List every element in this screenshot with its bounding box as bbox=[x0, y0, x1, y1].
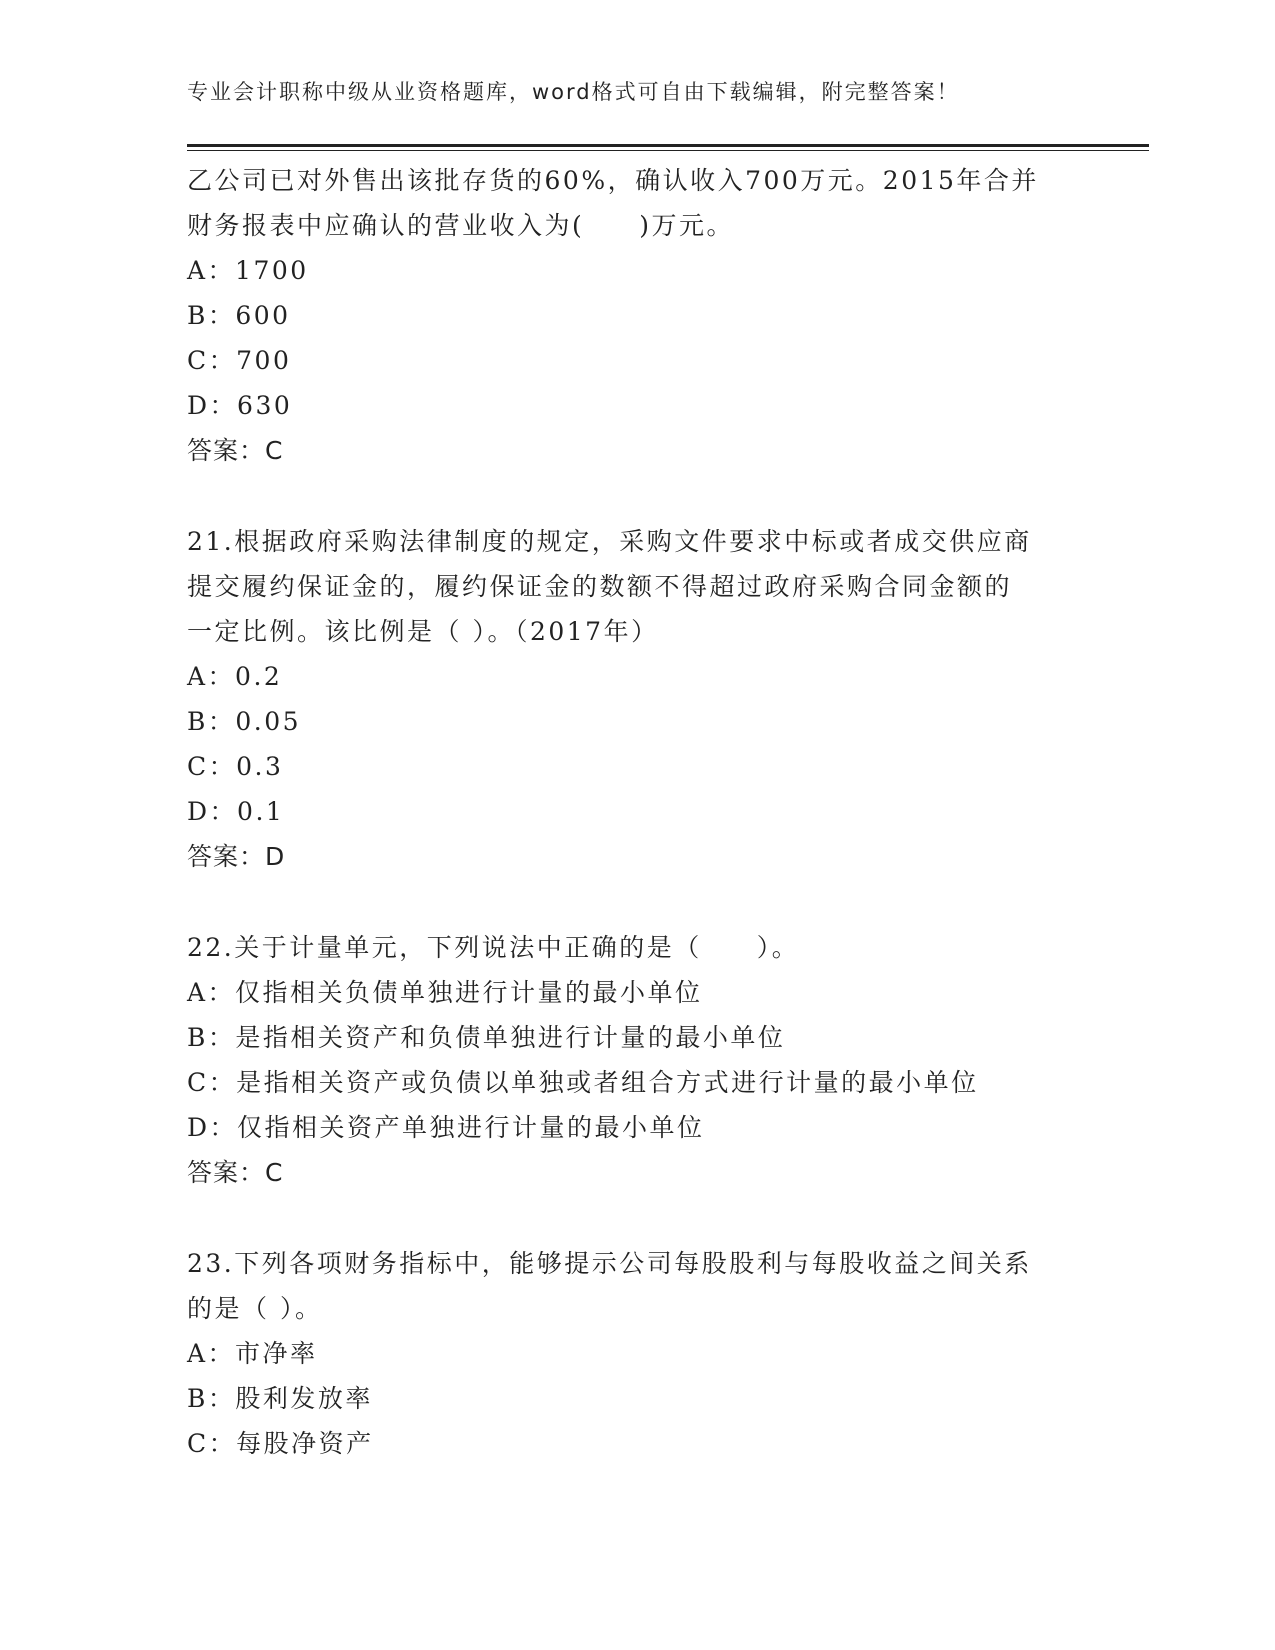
option-b: B：是指相关资产和负债单独进行计量的最小单位 bbox=[187, 1023, 786, 1052]
option-a: A：0.2 bbox=[187, 662, 283, 691]
question-23 bbox=[187, 1241, 1087, 1466]
option-b: B：股利发放率 bbox=[187, 1384, 373, 1413]
question-text-line: 一定比例。该比例是（ ）。（2017年） bbox=[187, 617, 659, 646]
question-text-line: 的是（ ）。 bbox=[187, 1294, 323, 1323]
option-d: D：630 bbox=[187, 391, 293, 420]
option-c: C：每股净资产 bbox=[187, 1429, 374, 1458]
header-divider-thin bbox=[187, 150, 1149, 151]
question-22 bbox=[187, 925, 1087, 1195]
answer-label: 答案：C bbox=[187, 1158, 284, 1187]
option-d: D：0.1 bbox=[187, 797, 285, 826]
option-b: B：0.05 bbox=[187, 707, 302, 736]
header-divider-thick bbox=[187, 144, 1149, 147]
question-text-line: 22.关于计量单元，下列说法中正确的是（ ）。 bbox=[187, 933, 800, 962]
option-c: C：是指相关资产或负债以单独或者组合方式进行计量的最小单位 bbox=[187, 1068, 979, 1097]
option-a: A：1700 bbox=[187, 256, 309, 285]
question-text-line: 财务报表中应确认的营业收入为( )万元。 bbox=[187, 211, 735, 240]
answer-label: 答案：D bbox=[187, 842, 286, 871]
option-b: B：600 bbox=[187, 301, 291, 330]
question-21 bbox=[187, 519, 1087, 879]
option-a: A：仅指相关负债单独进行计量的最小单位 bbox=[187, 978, 703, 1007]
page-header: 专业会计职称中级从业资格题库，word格式可自由下载编辑，附完整答案！ bbox=[187, 80, 960, 104]
question-text-line: 21.根据政府采购法律制度的规定，采购文件要求中标或者成交供应商 bbox=[187, 527, 1032, 556]
answer-label: 答案：C bbox=[187, 436, 284, 465]
question-20 bbox=[187, 158, 1087, 473]
question-text-line: 提交履约保证金的，履约保证金的数额不得超过政府采购合同金额的 bbox=[187, 572, 1013, 601]
option-c: C：700 bbox=[187, 346, 292, 375]
option-d: D：仅指相关资产单独进行计量的最小单位 bbox=[187, 1113, 705, 1142]
option-c: C：0.3 bbox=[187, 752, 284, 781]
question-list bbox=[187, 158, 1087, 1466]
question-text-line: 23.下列各项财务指标中，能够提示公司每股股利与每股收益之间关系 bbox=[187, 1249, 1032, 1278]
option-a: A：市净率 bbox=[187, 1339, 318, 1368]
question-text-line: 乙公司已对外售出该批存货的60%，确认收入700万元。2015年合并 bbox=[187, 166, 1039, 195]
